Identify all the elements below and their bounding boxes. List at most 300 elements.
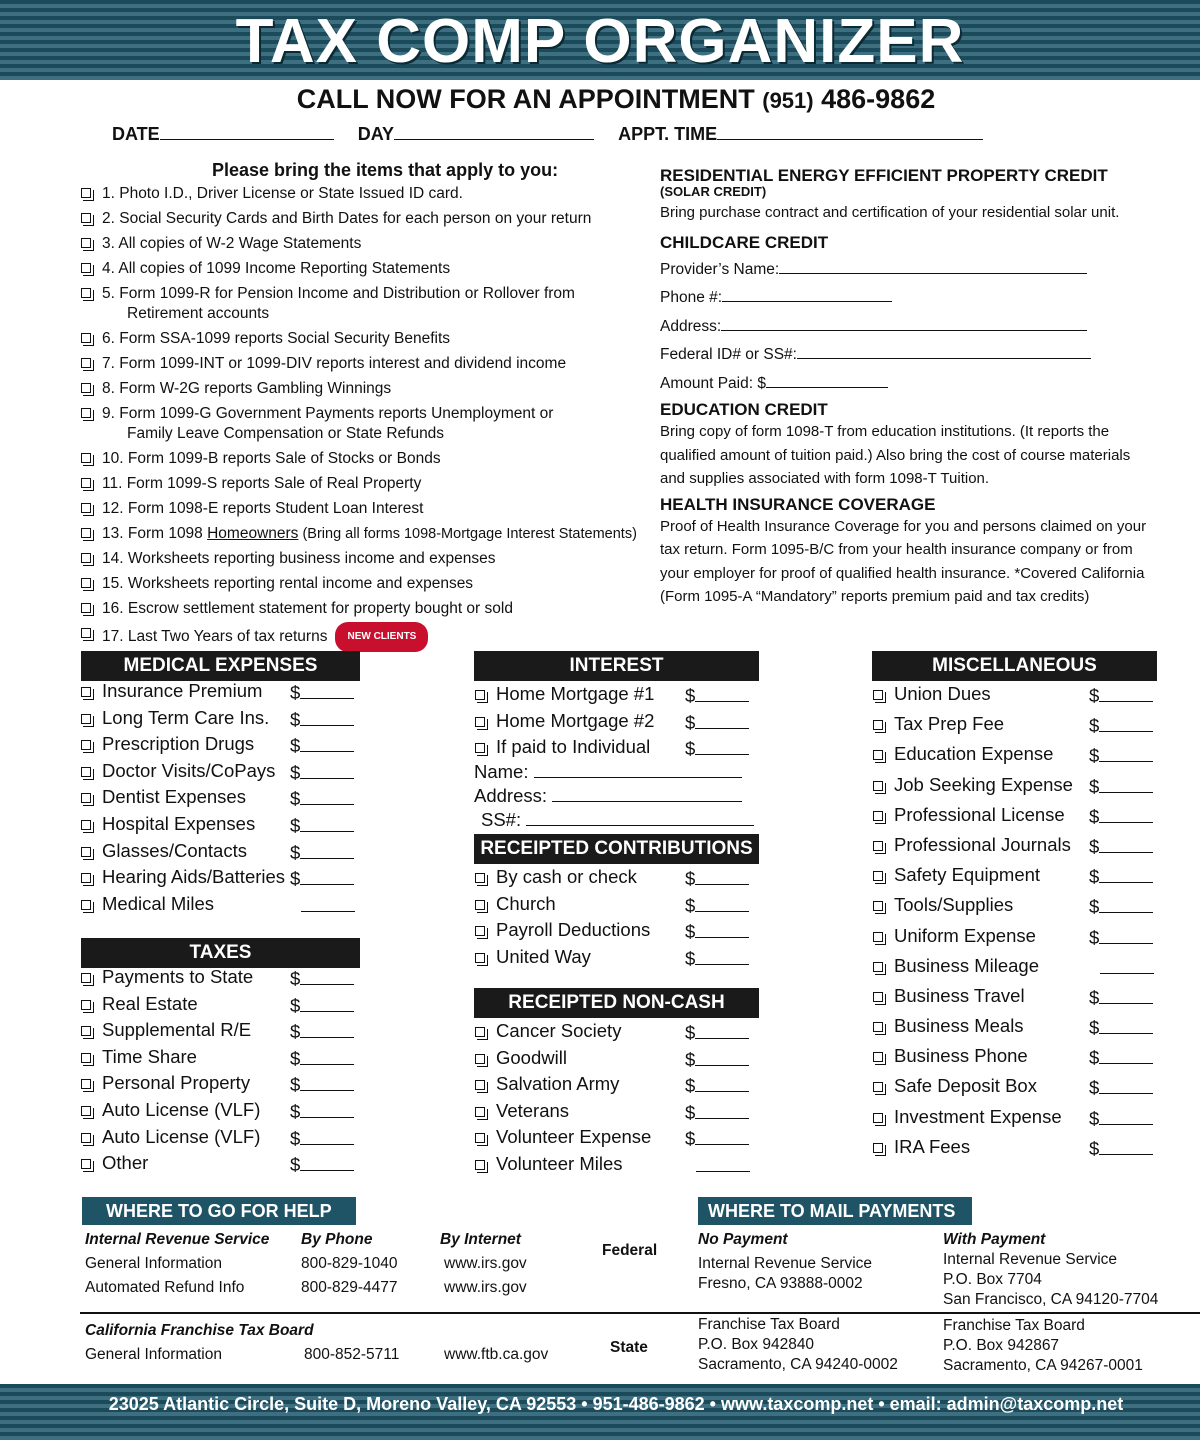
list-item[interactable] <box>474 946 759 973</box>
item-label: Long Term Care Ins. <box>102 706 270 728</box>
amount-line[interactable] <box>1099 1015 1153 1034</box>
checkbox-icon[interactable] <box>873 1052 883 1062</box>
list-item[interactable]: 12. Form 1098-E reports Student Loan Interest <box>80 499 650 524</box>
amount-field[interactable] <box>685 1073 749 1097</box>
dollar-sign: $ <box>685 1128 696 1150</box>
amount-line[interactable] <box>696 1153 750 1172</box>
checkbox-icon[interactable] <box>475 1027 485 1037</box>
amount-line[interactable] <box>695 1073 749 1092</box>
checkbox-icon[interactable] <box>475 717 485 727</box>
checkbox-icon[interactable] <box>81 263 91 273</box>
list-item[interactable] <box>80 1019 360 1046</box>
education-text-line: and supplies associated with form 1098-T Tuition. <box>660 470 990 487</box>
state-with-payment-line: P.O. Box 942867 <box>943 1337 1060 1354</box>
checkbox-icon[interactable] <box>81 603 91 613</box>
dollar-sign: $ <box>1089 1017 1100 1039</box>
list-item[interactable] <box>80 840 360 867</box>
checkbox-icon[interactable] <box>81 628 91 638</box>
dollar-sign: $ <box>290 1154 301 1176</box>
checkbox-icon[interactable] <box>81 503 91 513</box>
list-item[interactable]: 1. Photo I.D., Driver License or State Issued ID card. <box>80 184 650 209</box>
amount-field[interactable] <box>1089 1075 1153 1099</box>
dollar-sign: $ <box>290 735 301 757</box>
miscellaneous-header: MISCELLANEOUS <box>872 651 1157 681</box>
amount-field[interactable] <box>685 1020 749 1044</box>
list-item[interactable]: 3. All copies of W-2 Wage Statements <box>80 234 650 259</box>
item-label: Education Expense <box>894 743 1054 765</box>
where-to-go-for-help-header: WHERE TO GO FOR HELP <box>82 1197 356 1225</box>
irs-refund-info: Automated Refund Info <box>85 1279 245 1296</box>
amount-field[interactable] <box>290 1126 354 1150</box>
checkbox-icon[interactable] <box>81 238 91 248</box>
list-item[interactable] <box>474 1047 759 1074</box>
item-label: Business Travel <box>894 984 1025 1006</box>
checkbox-icon[interactable] <box>81 1106 91 1116</box>
amount-field[interactable] <box>685 1153 750 1177</box>
item-label: Business Phone <box>894 1045 1028 1067</box>
amount-field[interactable] <box>1089 713 1153 737</box>
list-item[interactable] <box>80 760 360 787</box>
amount-line[interactable] <box>695 1020 749 1039</box>
checkbox-icon[interactable] <box>873 690 883 700</box>
where-to-mail-payments-header: WHERE TO MAIL PAYMENTS <box>698 1197 972 1225</box>
list-item[interactable] <box>80 813 360 840</box>
amount-line[interactable] <box>1099 894 1153 913</box>
list-item[interactable] <box>474 1153 759 1180</box>
miscellaneous-list <box>872 683 1157 1166</box>
checkbox-icon[interactable] <box>873 750 883 760</box>
amount-field[interactable] <box>290 1099 354 1123</box>
amount-field[interactable] <box>290 707 354 731</box>
list-item[interactable] <box>872 713 1157 743</box>
dollar-sign: $ <box>1089 986 1100 1008</box>
checkbox-icon[interactable] <box>475 873 485 883</box>
amount-line[interactable] <box>300 1046 354 1065</box>
checkbox-icon[interactable] <box>81 687 91 697</box>
checkbox-icon[interactable] <box>81 188 91 198</box>
amount-field[interactable] <box>1089 925 1153 949</box>
checkbox-icon[interactable] <box>81 1053 91 1063</box>
list-item[interactable] <box>80 1099 360 1126</box>
list-item[interactable] <box>474 1020 759 1047</box>
list-item[interactable]: 13. Form 1098 Homeowners (Bring all forms 1098-Mortgage Interest Statements) <box>80 524 650 549</box>
dollar-sign: $ <box>1089 1077 1100 1099</box>
checkbox-icon[interactable] <box>873 720 883 730</box>
ftb-website-link[interactable]: www.ftb.ca.gov <box>444 1346 549 1363</box>
dollar-sign: $ <box>290 708 301 730</box>
checkbox-icon[interactable] <box>81 478 91 488</box>
amount-field[interactable] <box>290 1072 354 1096</box>
list-item[interactable] <box>474 919 759 946</box>
checkbox-icon[interactable] <box>81 528 91 538</box>
amount-line[interactable] <box>695 893 749 912</box>
amount-line[interactable] <box>695 710 749 729</box>
checkbox-icon[interactable] <box>873 992 883 1002</box>
item-label: Veterans <box>496 1099 570 1121</box>
checkbox-icon[interactable] <box>81 453 91 463</box>
list-item[interactable] <box>872 925 1157 955</box>
checkbox-icon[interactable] <box>81 358 91 368</box>
list-item[interactable] <box>474 683 759 710</box>
list-item[interactable] <box>80 866 360 893</box>
list-item[interactable] <box>872 774 1157 804</box>
checkbox-icon[interactable] <box>81 820 91 830</box>
irs-phone-refund[interactable]: 800-829-4477 <box>301 1279 398 1296</box>
amount-field[interactable] <box>290 966 354 990</box>
checkbox-icon[interactable] <box>873 901 883 911</box>
list-item[interactable]: 17. Last Two Years of tax returns NEW CLIENTS <box>80 624 650 649</box>
amount-line[interactable] <box>1099 834 1153 853</box>
list-item[interactable] <box>872 1045 1157 1075</box>
state-no-payment-line: Franchise Tax Board <box>698 1316 840 1333</box>
checkbox-icon[interactable] <box>81 793 91 803</box>
list-item[interactable] <box>872 985 1157 1015</box>
checkbox-icon[interactable] <box>475 1080 485 1090</box>
checkbox-icon[interactable] <box>873 962 883 972</box>
dollar-sign: $ <box>685 685 696 706</box>
amount-line[interactable] <box>695 866 749 885</box>
ftb-phone[interactable]: 800-852-5711 <box>304 1346 400 1363</box>
amount-line[interactable] <box>300 966 354 985</box>
irs-general-info: General Information <box>85 1255 222 1272</box>
item-label: Insurance Premium <box>102 680 263 701</box>
amount-field[interactable] <box>1089 683 1153 707</box>
dollar-sign: $ <box>290 788 301 810</box>
list-item[interactable]: 14. Worksheets reporting business income and expenses <box>80 549 650 574</box>
checkbox-icon[interactable] <box>873 781 883 791</box>
provider-name-field[interactable] <box>779 258 1087 274</box>
item-label: Time Share <box>102 1045 197 1067</box>
dollar-sign: $ <box>290 1100 301 1122</box>
amount-line[interactable] <box>1099 713 1153 732</box>
list-item[interactable] <box>872 955 1157 985</box>
checkbox-icon[interactable] <box>475 953 485 963</box>
checkbox-icon[interactable] <box>81 900 91 910</box>
amount-line[interactable] <box>695 683 749 702</box>
interest-list <box>474 683 759 763</box>
checkbox-icon[interactable] <box>873 1022 883 1032</box>
list-item[interactable] <box>80 1072 360 1099</box>
amount-line[interactable] <box>1099 1106 1153 1125</box>
taxes-list <box>80 966 360 1179</box>
list-item[interactable] <box>474 710 759 737</box>
amount-field[interactable] <box>290 1046 354 1070</box>
list-item[interactable]: 7. Form 1099-INT or 1099-DIV reports interest and dividend income <box>80 354 650 379</box>
credits-column <box>660 166 1180 609</box>
item-label: Personal Property <box>102 1072 251 1094</box>
list-item[interactable] <box>474 866 759 893</box>
amount-field[interactable] <box>685 946 749 970</box>
interest-name-field[interactable] <box>534 762 742 778</box>
checkbox-icon[interactable] <box>81 1026 91 1036</box>
amount-line[interactable] <box>300 707 354 726</box>
list-item[interactable] <box>80 993 360 1020</box>
amount-line[interactable] <box>300 760 354 779</box>
list-item[interactable] <box>80 786 360 813</box>
federal-id-field[interactable] <box>797 343 1091 359</box>
amount-line[interactable] <box>300 840 354 859</box>
checkbox-icon[interactable] <box>475 743 485 753</box>
fed-with-payment-line: P.O. Box 7704 <box>943 1271 1042 1288</box>
amount-line[interactable] <box>1099 683 1153 702</box>
dollar-sign: $ <box>1089 805 1100 827</box>
amount-field[interactable] <box>685 683 749 707</box>
health-text-line: Proof of Health Insurance Coverage for you and persons claimed on your <box>660 517 1147 535</box>
amount-line[interactable] <box>301 893 355 912</box>
item-label: Safe Deposit Box <box>894 1075 1037 1097</box>
amount-line[interactable] <box>300 1099 354 1118</box>
amount-field[interactable] <box>685 1126 749 1150</box>
checkbox-icon[interactable] <box>873 811 883 821</box>
list-item[interactable] <box>872 1136 1157 1166</box>
amount-field[interactable] <box>1089 894 1153 918</box>
amount-line[interactable] <box>1099 1075 1153 1094</box>
receipted-non-cash-header: RECEIPTED NON-CASH <box>474 988 759 1018</box>
list-item[interactable] <box>474 736 759 763</box>
amount-line[interactable] <box>300 993 354 1012</box>
dollar-sign: $ <box>685 1048 696 1070</box>
list-item[interactable] <box>872 743 1157 773</box>
item-label: Doctor Visits/CoPays <box>102 759 276 781</box>
divider <box>80 1312 1200 1314</box>
checkbox-icon[interactable] <box>475 926 485 936</box>
list-item[interactable]: 9. Form 1099-G Government Payments reports Unemployment or Family Leave Compensation or State Refunds <box>80 404 650 449</box>
amount-field[interactable] <box>1089 774 1153 798</box>
item-label: Home Mortgage #1 <box>496 683 655 704</box>
checkbox-icon[interactable] <box>475 690 485 700</box>
interest-address-field[interactable] <box>552 786 742 802</box>
checkbox-icon[interactable] <box>81 873 91 883</box>
list-item[interactable] <box>872 683 1157 713</box>
amount-line[interactable] <box>1099 985 1153 1004</box>
amount-line[interactable] <box>1099 804 1153 823</box>
amount-line[interactable] <box>695 1126 749 1145</box>
list-item[interactable] <box>872 864 1157 894</box>
list-item[interactable]: 6. Form SSA-1099 reports Social Security Benefits <box>80 329 650 354</box>
amount-paid-field[interactable] <box>766 372 888 388</box>
dollar-sign: $ <box>1089 745 1100 767</box>
list-item[interactable] <box>80 1126 360 1153</box>
list-item[interactable] <box>474 1073 759 1100</box>
item-label: Uniform Expense <box>894 924 1036 946</box>
amount-field[interactable] <box>1089 804 1153 828</box>
amount-line[interactable] <box>695 1100 749 1119</box>
item-label: Supplemental R/E <box>102 1019 252 1041</box>
interest-ss-field[interactable] <box>526 810 754 826</box>
amount-line[interactable] <box>300 680 354 699</box>
list-item[interactable]: 5. Form 1099-R for Pension Income and Distribution or Rollover from Retirement accounts <box>80 284 650 329</box>
amount-field[interactable] <box>290 993 354 1017</box>
list-item[interactable] <box>80 733 360 760</box>
item-label: Professional License <box>894 803 1065 825</box>
list-item[interactable]: 2. Social Security Cards and Birth Dates for each person on your return <box>80 209 650 234</box>
checkbox-icon[interactable] <box>81 714 91 724</box>
state-label: State <box>610 1339 648 1356</box>
education-text-line: qualified amount of tuition paid.) Also bring the cost of course materials <box>660 446 1131 464</box>
list-item[interactable] <box>872 834 1157 864</box>
checkbox-icon[interactable] <box>475 1054 485 1064</box>
list-item[interactable] <box>80 707 360 734</box>
amount-line[interactable] <box>695 736 749 755</box>
checkbox-icon[interactable] <box>81 1133 91 1143</box>
solar-credit-subtitle: (SOLAR CREDIT) <box>660 184 767 199</box>
amount-field[interactable] <box>685 893 749 917</box>
irs-website-link[interactable]: www.irs.gov <box>444 1255 527 1272</box>
amount-field[interactable] <box>1089 1136 1153 1160</box>
amount-field[interactable] <box>290 786 354 810</box>
amount-line[interactable] <box>300 733 354 752</box>
amount-line[interactable] <box>300 1019 354 1038</box>
item-label: Volunteer Miles <box>496 1152 623 1174</box>
checkbox-icon[interactable] <box>81 288 91 298</box>
childcare-title: CHILDCARE CREDIT <box>660 232 829 252</box>
checkbox-icon[interactable] <box>475 1160 485 1170</box>
amount-line[interactable] <box>300 1126 354 1145</box>
checkbox-icon[interactable] <box>475 1107 485 1117</box>
checkbox-icon[interactable] <box>81 767 91 777</box>
amount-field[interactable] <box>685 919 749 943</box>
item-label: Investment Expense <box>894 1105 1062 1127</box>
amount-field[interactable] <box>290 760 354 784</box>
list-item[interactable] <box>80 680 360 707</box>
amount-line[interactable] <box>1099 743 1153 762</box>
amount-line[interactable] <box>695 946 749 965</box>
address-field[interactable] <box>721 315 1087 331</box>
bring-items-title: Please bring the items that apply to you: <box>212 160 559 180</box>
amount-line[interactable] <box>300 1072 354 1091</box>
amount-line[interactable] <box>1099 1136 1153 1155</box>
amount-field[interactable] <box>290 733 354 757</box>
list-item[interactable]: 15. Worksheets reporting rental income and expenses <box>80 574 650 599</box>
amount-field[interactable] <box>290 680 354 704</box>
solar-credit-title: RESIDENTIAL ENERGY EFFICIENT PROPERTY CREDIT <box>660 166 1108 185</box>
list-item[interactable] <box>872 1075 1157 1105</box>
no-payment-label: No Payment <box>698 1231 788 1248</box>
checkbox-icon[interactable] <box>81 408 91 418</box>
checkbox-icon[interactable] <box>81 213 91 223</box>
amount-field[interactable] <box>290 813 354 837</box>
item-label: Safety Equipment <box>894 864 1041 886</box>
list-item[interactable]: 4. All copies of 1099 Income Reporting Statements <box>80 259 650 284</box>
checkbox-icon[interactable] <box>81 1159 91 1169</box>
list-item[interactable]: 8. Form W-2G reports Gambling Winnings <box>80 379 650 404</box>
list-item[interactable] <box>80 893 360 920</box>
list-item[interactable]: 10. Form 1099-B reports Sale of Stocks or Bonds <box>80 449 650 474</box>
list-item[interactable] <box>872 894 1157 924</box>
list-item[interactable] <box>872 804 1157 834</box>
amount-line[interactable] <box>300 813 354 832</box>
interest-header: INTEREST <box>474 651 759 681</box>
amount-field[interactable] <box>1089 864 1153 888</box>
amount-line[interactable] <box>1099 925 1153 944</box>
list-item[interactable]: 11. Form 1099-S reports Sale of Real Property <box>80 474 650 499</box>
checkbox-icon[interactable] <box>81 1000 91 1010</box>
checkbox-icon[interactable] <box>873 841 883 851</box>
amount-field[interactable] <box>290 893 355 917</box>
checkbox-icon[interactable] <box>81 847 91 857</box>
checkbox-icon[interactable] <box>873 1143 883 1153</box>
amount-field[interactable] <box>290 840 354 864</box>
by-phone-label: By Phone <box>301 1231 373 1248</box>
amount-field[interactable] <box>1089 985 1153 1009</box>
amount-line[interactable] <box>695 919 749 938</box>
day-label: DAY <box>357 124 395 144</box>
dollar-sign: $ <box>685 738 696 760</box>
list-item[interactable] <box>80 966 360 993</box>
amount-line[interactable] <box>1099 1045 1153 1064</box>
checkbox-icon[interactable] <box>873 871 883 881</box>
checkbox-icon[interactable] <box>81 578 91 588</box>
dollar-sign: $ <box>290 968 301 989</box>
ftb-label: California Franchise Tax Board <box>85 1322 314 1339</box>
amount-field[interactable] <box>290 1019 354 1043</box>
receipted-contributions-header: RECEIPTED CONTRIBUTIONS <box>474 834 759 864</box>
checkbox-icon[interactable] <box>475 1133 485 1143</box>
irs-website-link[interactable]: www.irs.gov <box>444 1279 527 1296</box>
amount-field[interactable] <box>1089 834 1153 858</box>
list-item[interactable] <box>474 1100 759 1127</box>
amount-line[interactable] <box>695 1047 749 1066</box>
amount-line[interactable] <box>300 866 354 885</box>
amount-field[interactable] <box>290 866 354 890</box>
list-item[interactable] <box>474 893 759 920</box>
date-field[interactable] <box>160 124 334 140</box>
amount-field[interactable] <box>1089 1045 1153 1069</box>
appt-time-field[interactable] <box>717 124 983 140</box>
list-item[interactable] <box>872 1106 1157 1136</box>
amount-field[interactable] <box>685 1047 749 1071</box>
amount-field[interactable] <box>685 736 749 760</box>
health-text-line: tax return. Form 1095-B/C from your health insurance company or from <box>660 541 1133 558</box>
checkbox-icon[interactable] <box>81 973 91 983</box>
amount-line[interactable] <box>1099 864 1153 883</box>
amount-field[interactable] <box>685 710 749 734</box>
checkbox-icon[interactable] <box>475 900 485 910</box>
amount-field[interactable] <box>1089 743 1153 767</box>
amount-field[interactable] <box>1089 955 1154 979</box>
checkbox-icon[interactable] <box>873 1082 883 1092</box>
dollar-sign: $ <box>1089 1107 1100 1129</box>
amount-field[interactable] <box>1089 1015 1153 1039</box>
checkbox-icon[interactable] <box>81 740 91 750</box>
checkbox-icon[interactable] <box>873 1113 883 1123</box>
medical-expenses-list <box>80 680 360 919</box>
list-item[interactable]: 16. Escrow settlement statement for property bought or sold <box>80 599 650 624</box>
checkbox-icon[interactable] <box>81 1079 91 1089</box>
amount-line[interactable] <box>300 786 354 805</box>
checkbox-icon[interactable] <box>873 932 883 942</box>
amount-line[interactable] <box>1099 774 1153 793</box>
day-field[interactable] <box>394 124 594 140</box>
checkbox-icon[interactable] <box>81 553 91 563</box>
phone-field[interactable] <box>722 286 892 302</box>
health-text-line: your employer for proof of qualified health insurance. *Covered California <box>660 564 1145 582</box>
amount-field[interactable] <box>685 1100 749 1124</box>
amount-line[interactable] <box>300 1152 354 1171</box>
list-item[interactable] <box>80 1152 360 1179</box>
contributions-list <box>474 866 759 972</box>
checkbox-icon[interactable] <box>81 333 91 343</box>
irs-phone-general[interactable]: 800-829-1040 <box>301 1255 398 1272</box>
amount-field[interactable] <box>1089 1106 1153 1130</box>
checkbox-icon[interactable] <box>81 383 91 393</box>
list-item[interactable] <box>474 1126 759 1153</box>
amount-field[interactable] <box>685 866 749 890</box>
list-item[interactable] <box>80 1046 360 1073</box>
amount-line[interactable] <box>1100 955 1154 974</box>
amount-field[interactable] <box>290 1152 354 1176</box>
list-item[interactable] <box>872 1015 1157 1045</box>
